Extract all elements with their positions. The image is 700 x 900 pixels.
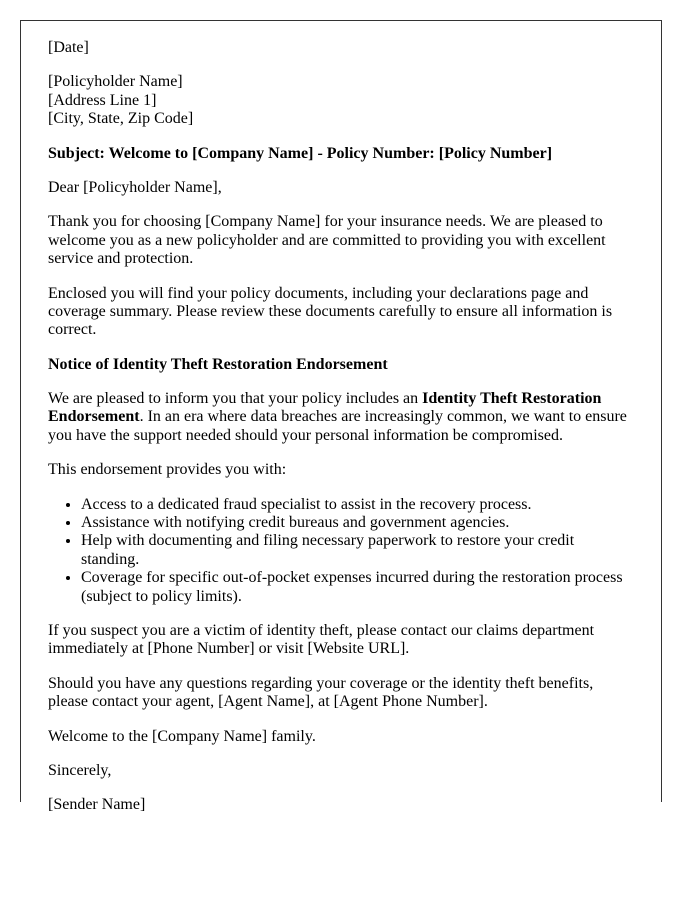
benefit-item-expense-coverage: • Coverage for specific out-of-pocket expenses incurred during the restoration process (subject to policy limits). — [81, 569, 635, 606]
benefit-item-credit-bureaus: • Assistance with notifying credit bureaus and government agencies. — [81, 514, 635, 532]
recipient-block — [48, 73, 635, 128]
endorsement-text-before: We are pleased to inform you that your policy includes an — [48, 390, 423, 408]
date-line: [Date] — [48, 39, 89, 56]
paragraph-suspect-theft: If you suspect you are a victim of identity theft, please contact our claims department immediately at [Phone Number] or visit [Website URL]. — [48, 621, 595, 658]
endorsement-text-after: . In an era where data breaches are increasingly common, we want to ensure you have the support needed should your personal information be compromised. — [48, 408, 627, 444]
paragraph-thank-you: Thank you for choosing [Company Name] for your insurance needs. We are pleased to welcome you as a new policyholder and are committed to providing you with excellent service and protection. — [48, 213, 606, 268]
recipient-address-line1: [Address Line 1] — [48, 91, 157, 109]
signature-line: [Sender Name] — [48, 796, 146, 814]
closing-line: Sincerely, — [48, 761, 112, 779]
subject-line: Subject: Welcome to [Company Name] - Policy Number: [Policy Number] — [48, 144, 553, 162]
benefit-item-fraud-specialist: • Access to a dedicated fraud specialist to assist in the recovery process. — [81, 496, 635, 514]
paragraph-welcome-family: Welcome to the [Company Name] family. — [48, 727, 316, 745]
benefit-item-paperwork-help: • Help with documenting and filing necessary paperwork to restore your credit standing. — [81, 532, 635, 569]
salutation: Dear [Policyholder Name], — [48, 178, 222, 196]
letter-document — [20, 20, 662, 814]
benefits-list — [48, 496, 635, 606]
recipient-name: [Policyholder Name] — [48, 73, 183, 91]
endorsement-bold-phrase: Identity Theft Restoration Endorsement — [48, 390, 602, 426]
paragraph-provides-intro: This endorsement provides you with: — [48, 461, 287, 479]
paragraph-endorsement — [48, 390, 635, 445]
recipient-city-state-zip: [City, State, Zip Code] — [48, 110, 194, 128]
notice-heading: Notice of Identity Theft Restoration Endorsement — [48, 355, 388, 373]
paragraph-agent-questions: Should you have any questions regarding your coverage or the identity theft benefits, please contact your agent, [Agent Name], at [Agent Phone Number]. — [48, 674, 594, 711]
paragraph-enclosed-documents: Enclosed you will find your policy documents, including your declarations page and coverage summary. Please review these documents carefully to ensure all information is correct. — [48, 284, 613, 339]
